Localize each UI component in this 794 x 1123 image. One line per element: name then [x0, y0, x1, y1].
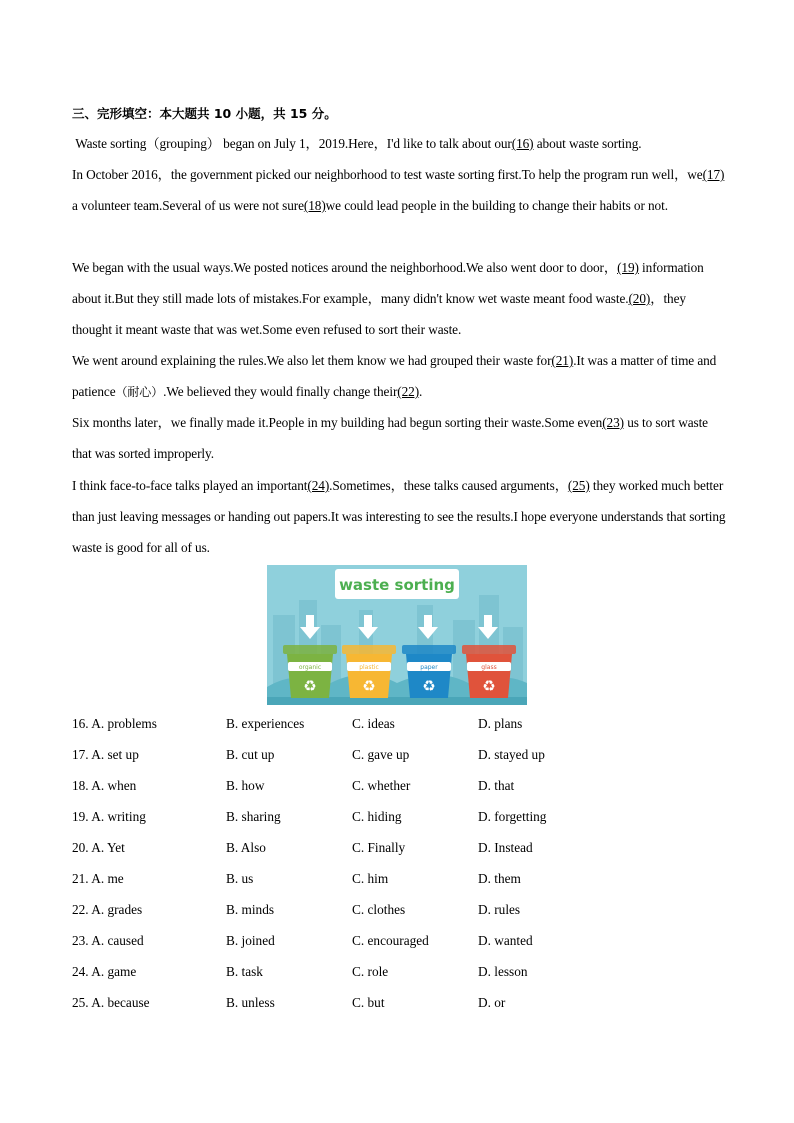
bin-organic [283, 645, 337, 698]
option-b: B. cut up [226, 747, 275, 762]
blank-18: (18) [303, 198, 326, 213]
text: we could lead people in the building to change their habits or not. [325, 198, 668, 213]
option-d: D. Instead [478, 840, 533, 855]
recycle-icon: ♻ [482, 677, 496, 695]
text: . [419, 384, 423, 399]
recycle-icon: ♻ [362, 677, 376, 695]
text: information about it.But they still made lots of mistakes.For example，many didn't know wet waste meant food waste. [72, 260, 704, 306]
paragraph-4 [72, 345, 727, 408]
option-c: C. encouraged [352, 933, 429, 948]
option-d: D. rules [478, 902, 521, 917]
blank-19: (19) [617, 260, 639, 275]
bin-plastic [342, 645, 396, 698]
paragraph-1 [72, 128, 727, 159]
text: they worked much better than just leaving messages or handing out papers.It was interesting to see the results.I hope everyone understands that sorting waste is good for all of us. [72, 478, 726, 555]
text: Waste sorting（grouping） began on July 1，2019.Here，I'd like to talk about our [75, 136, 512, 151]
option-d: D. forgetting [478, 809, 547, 824]
option-d: D. stayed up [478, 747, 545, 762]
blank-16: (16) [511, 136, 534, 151]
paragraph-3 [72, 252, 727, 345]
text: Six months later，we finally made it.People in my building had begun sorting their waste.Some even [72, 415, 603, 430]
illustration-title: waste sorting [339, 576, 455, 594]
option-b: B. task [226, 964, 263, 979]
option-a: 24. A. game [72, 964, 137, 979]
bin-label: paper [420, 664, 438, 671]
option-b: B. us [226, 871, 254, 886]
option-d: D. or [478, 995, 506, 1010]
bin-label: plastic [359, 664, 379, 671]
option-b: B. minds [226, 902, 275, 917]
blank-23: (23) [602, 415, 624, 430]
option-d: D. them [478, 871, 521, 886]
option-a: 21. A. me [72, 871, 124, 886]
blank-25: (25) [567, 478, 590, 493]
text: We went around explaining the rules.We also let them know we had grouped their waste for [72, 353, 552, 368]
option-b: B. Also [226, 840, 266, 855]
option-c: C. whether [352, 778, 411, 793]
option-a: 25. A. because [72, 995, 150, 1010]
option-d: D. wanted [478, 933, 533, 948]
option-b: B. unless [226, 995, 275, 1010]
text: .Sometimes，these talks caused arguments， [329, 478, 568, 493]
option-b: B. sharing [226, 809, 281, 824]
text: a volunteer team.Several of us were not sure [72, 198, 304, 213]
option-b: B. joined [226, 933, 275, 948]
ground [267, 697, 527, 705]
waste-sorting-illustration [267, 565, 527, 705]
option-d: D. that [478, 778, 515, 793]
text-cjk: （耐心） [115, 385, 164, 399]
option-a: 22. A. grades [72, 902, 143, 917]
option-b: B. experiences [226, 716, 305, 731]
bin-label: glass [481, 664, 497, 671]
option-a: 23. A. caused [72, 933, 144, 948]
blank-24: (24) [307, 478, 330, 493]
paragraph-5 [72, 407, 727, 469]
option-c: C. ideas [352, 716, 395, 731]
option-d: D. plans [478, 716, 523, 731]
blank-17: (17) [702, 167, 725, 182]
blank-21: (21) [551, 353, 574, 368]
option-a: 20. A. Yet [72, 840, 125, 855]
option-a: 16. A. problems [72, 716, 157, 731]
option-b: B. how [226, 778, 265, 793]
recycle-icon: ♻ [303, 677, 317, 695]
bin-paper [402, 645, 456, 698]
text: We began with the usual ways.We posted notices around the neighborhood.We also went door to door， [72, 260, 618, 275]
option-c: C. role [352, 964, 389, 979]
text: .It was a matter of time and patience [72, 353, 717, 399]
option-c: C. him [352, 871, 389, 886]
text: In October 2016，the government picked our neighborhood to test waste sorting first.To help the program run well，we [72, 167, 703, 182]
option-c: C. gave up [352, 747, 410, 762]
paragraph-6 [72, 470, 727, 563]
option-c: C. clothes [352, 902, 406, 917]
paragraph-2 [72, 159, 727, 221]
section-heading: 三、完形填空：本大题共 10 小题，共 15 分。 [72, 106, 337, 121]
text: us to sort waste that was sorted improperly. [72, 415, 708, 461]
option-c: C. Finally [352, 840, 406, 855]
option-c: C. hiding [352, 809, 402, 824]
text: .We believed they would finally change their [163, 384, 398, 399]
recycle-icon: ♻ [422, 677, 436, 695]
option-d: D. lesson [478, 964, 528, 979]
blank-20: (20) [628, 291, 651, 306]
bin-glass [462, 645, 516, 698]
text: I think face-to-face talks played an important [72, 478, 308, 493]
option-a: 18. A. when [72, 778, 137, 793]
option-c: C. but [352, 995, 385, 1010]
option-a: 17. A. set up [72, 747, 139, 762]
bin-label: organic [298, 664, 322, 671]
text: about waste sorting. [533, 136, 642, 151]
option-a: 19. A. writing [72, 809, 146, 824]
blank-22: (22) [397, 384, 420, 399]
text: ，they thought it meant waste that was wet.Some even refused to sort their waste. [72, 291, 686, 337]
